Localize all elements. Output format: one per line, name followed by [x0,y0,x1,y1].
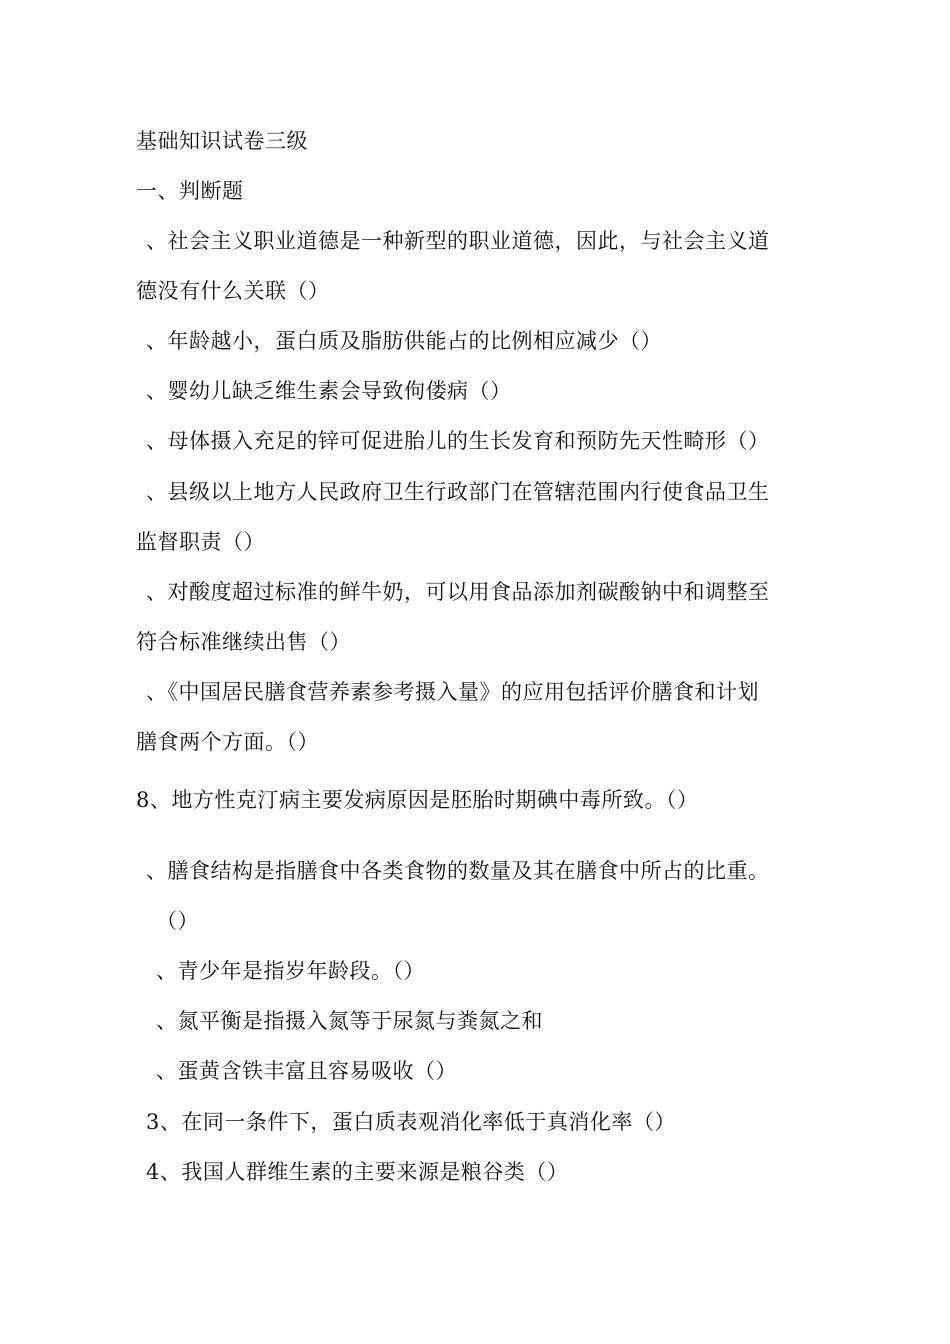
question-line: 4、我国人群维生素的主要来源是粮谷类（） [146,1160,569,1184]
question-line: 膳食两个方面。（） [136,730,319,754]
document-title: 基础知识试卷三级 [136,129,308,153]
question-line: 、《中国居民膳食营养素参考摄入量》的应用包括评价膳食和计划 [146,680,759,704]
question-line: 符合标准继续出售（） [136,630,351,654]
question-line: 、母体摄入充足的锌可促进胎儿的生长发育和预防先天性畸形（） [146,429,770,453]
question-line: 、社会主义职业道德是一种新型的职业道德，因此，与社会主义道 [146,229,770,253]
question-line: （） [156,909,199,933]
question-line: 、氮平衡是指摄入氮等于尿氮与粪氮之和 [156,1009,543,1033]
section-heading: 一、判断题 [136,179,244,203]
question-line: 、青少年是指岁年龄段。（） [156,959,425,983]
question-line: 、年龄越小，蛋白质及脂肪供能占的比例相应减少（） [146,329,662,353]
question-line: 、膳食结构是指膳食中各类食物的数量及其在膳食中所占的比重。 [146,859,770,883]
question-line: 、县级以上地方人民政府卫生行政部门在管辖范围内行使食品卫生 [146,480,770,504]
question-line: 、对酸度超过标准的鲜牛奶，可以用食品添加剂碳酸钠中和调整至 [146,580,770,604]
question-line: 、婴幼儿缺乏维生素会导致佝偻病（） [146,379,512,403]
question-line: 8、地方性克汀病主要发病原因是胚胎时期碘中毒所致。（） [136,788,699,812]
question-line: 3、在同一条件下，蛋白质表观消化率低于真消化率（） [146,1110,676,1134]
question-line: 、蛋黄含铁丰富且容易吸收（） [156,1059,457,1083]
question-line: 德没有什么关联（） [136,279,330,303]
question-line: 监督职责（） [136,530,265,554]
